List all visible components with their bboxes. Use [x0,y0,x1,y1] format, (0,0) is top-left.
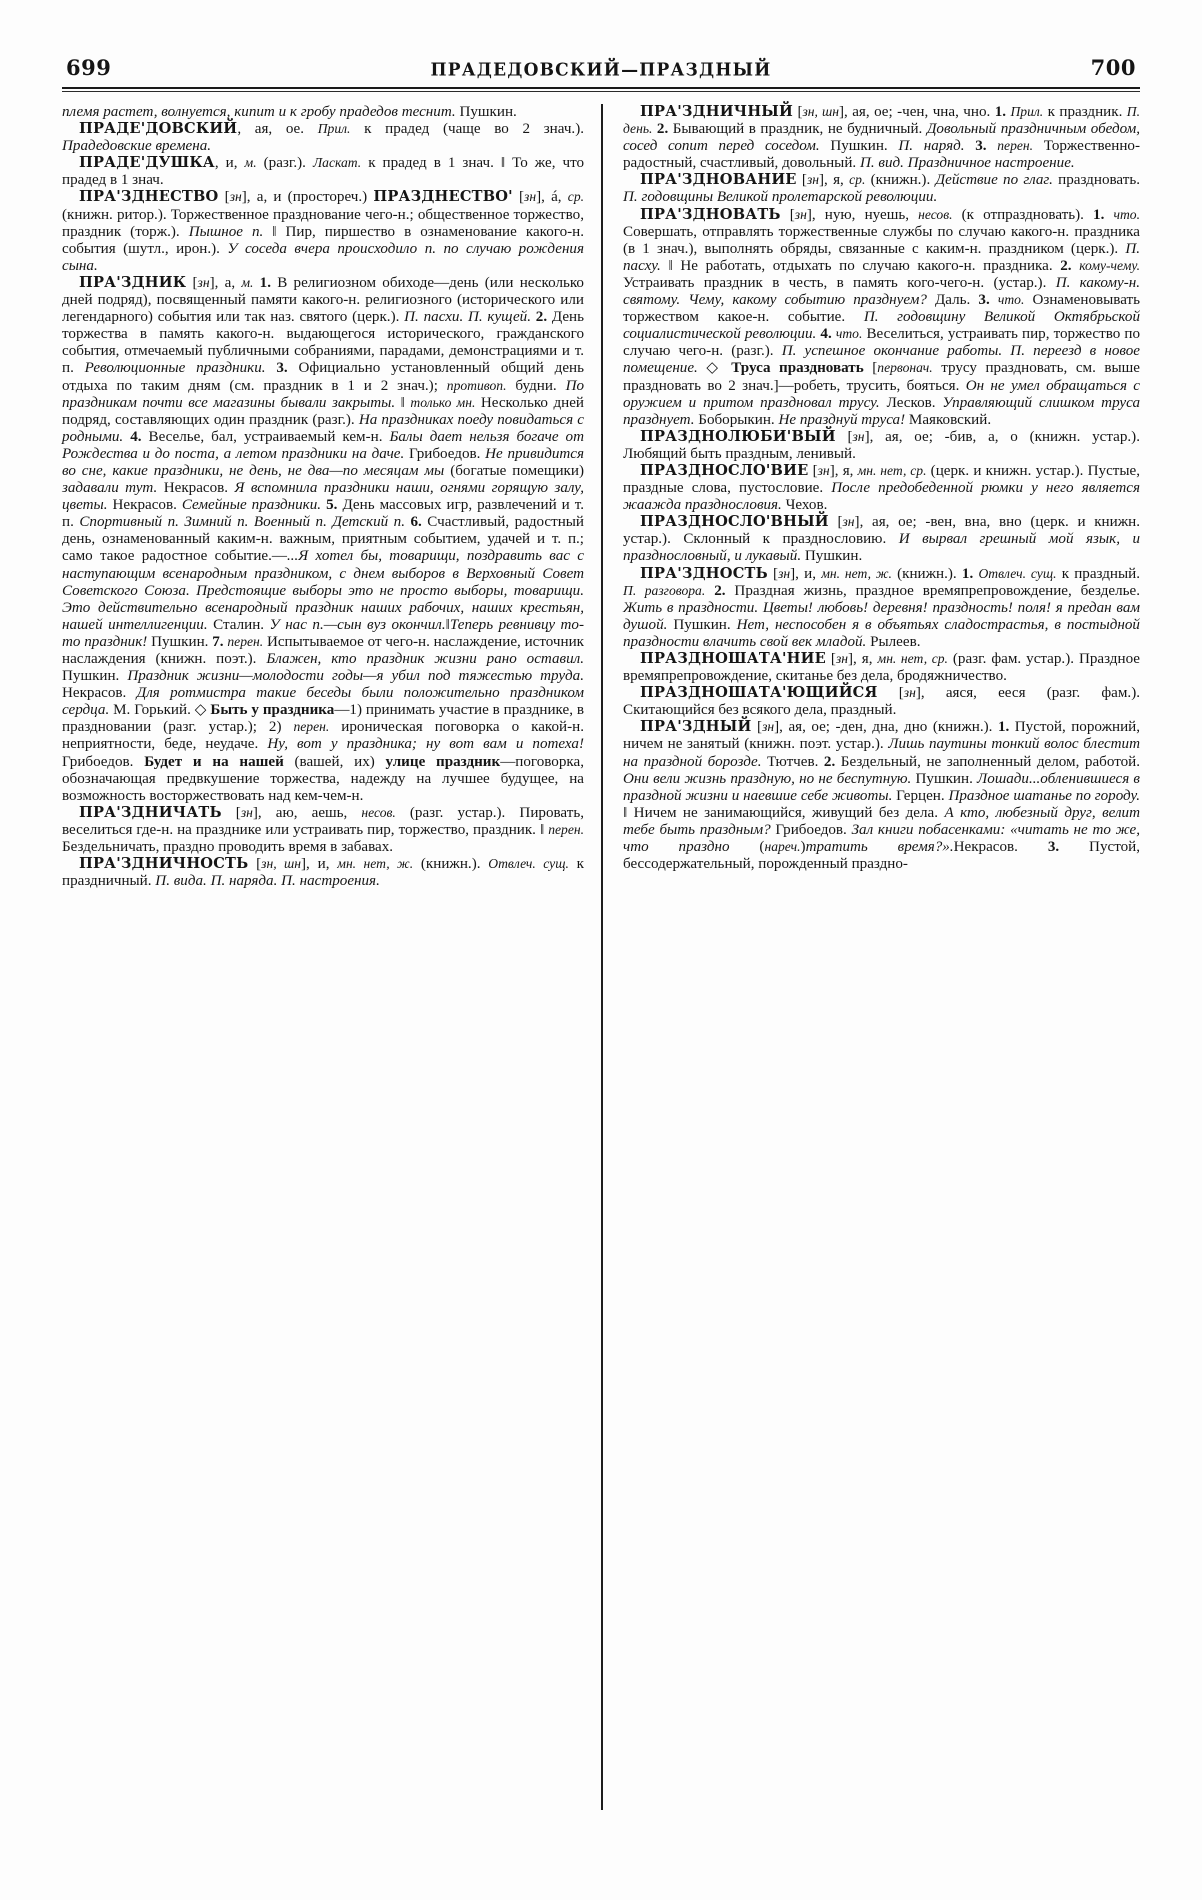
page-header [62,55,1140,80]
entry-headword: ПРАДЕ'ДУШКА [79,154,215,172]
dictionary-entry [623,685,1140,719]
entry-body: [зн], я, мн. нет, ср. (церк. и книжн. устар.). Пустые, праздные слова, пустословие. После предобеденной рюмки у него является жаажда празднословия. Чехов. [623,462,1140,514]
dictionary-entry [623,429,1140,463]
dictionary-entry [62,121,584,155]
dictionary-entry [62,155,584,189]
entry-headword: ПРА'ЗДНИЧАТЬ [79,803,222,821]
dictionary-entry [62,805,584,856]
entry-body: [зн], я, мн. нет, ср. (разг. фам. устар.). Праздное времяпрепровождение, скитанье без дела, бродяжничество. [623,651,1140,685]
entry-body: [зн], а, м. 1. В религиозном обиходе—день (или несколько дней подряд), посвященный памяти какого-н. религиозного (исторического или легендарного) события или так наз. святого (церк.). П. пасхи. П. кущей. 2. День торжества в память какого-н. выдающегося исторического, гражданского события, отмечаемый публичными собраниями, парадами, демонстрациями и т. п. Революционные праздники. 3. Официально установленный общий день отдыха по таким дням (см. праздник в 1 и 2 знач.); противоп. будни. По праздникам почти все магазины бывали закрыты. ‖ только мн. Несколько дней подряд, составляющих один праздник (разг.). На праздниках поеду повидаться с родными. 4. Веселье, бал, устраиваемый кем-н. Балы дает нельзя богаче от Рождества и до поста, а летом праздники на даче. Грибоедов. Не привидится во сне, какие праздники, не день, не два—по месяцам мы (богатые помещики) задавали тут. Некрасов. Я вспомнила праздники наши, огнями горящую залу, цветы. Некрасов. Семейные праздники. 5. День массовых игр, развлечений и т. п. Спортивный п. Зимний п. Военный п. Детский п. 6. Счастливый, радостный день, ознаменованный каким-н. важным, приятным событием, удачей и т. п.; само такое радостное событие.—...Я хотел бы, товарищи, поздравить вас с наступающим всенародным праздником, с днем выборов в Верховный Совет Советского Союза. Предстоящие выборы это не просто выборы, товарищи. Это действительно всенародный праздник наших рабочих, наших крестьян, нашей интеллигенции. Сталин. У нас п.—сын вуз окончил.‖Теперь ревнивцу то-то праздник! Пушкин. 7. перен. Испытываемое от чего-н. наслаждение, источник наслаждения (книжн. поэт.). Блажен, кто праздник жизни рано оставил. Пушкин. Праздник жизни—молодости годы—я убил под тяжестью труда. Некрасов. Для ротмистра такие беседы были положительно праздником сердца. М. Горький. ◇ Быть у праздника—1) принимать участие в празднике, в праздновании (разг. устар.); 2) перен. ироническая поговорка о какой-н. неприятности, беде, неудаче. Ну, вот у праздника; ну вот вам и потеха! Грибоедов. Будет и на нашей (вашей, их) улице праздник—поговорка, обозначающая предвкушение торжества, надежду на лучшее будущее, на возможность восторжествовать над кем-чем-н. [62,274,585,804]
dictionary-entry [62,856,584,890]
entry-body: племя растет, волнуется, кипит и к гробу прадедов теснит. Пушкин. [62,104,517,120]
entry-body: [зн, шн], ая, ое; -чен, чна, чно. 1. Прил. к праздник. П. день. 2. Бывающий в праздник, не будничный. Довольный праздничным обедом, сосед сопит перед соседом. Пушкин. П. наряд. 3. перен. Торжественно-радостный, счастливый, довольный. П. вид. Праздничное настроение. [623,104,1141,172]
entry-headword: ПРАДЕ'ДОВСКИЙ [79,120,238,138]
dictionary-entry [62,104,584,121]
dictionary-entry [623,207,1140,429]
dictionary-entry [62,189,584,274]
columns-container [62,104,1140,1810]
entry-headword: ПРАЗДНОСЛО'ВИЕ [640,461,809,479]
entry-headword: ПРАЗДНОШАТА'ЮЩИЙСЯ [640,684,878,702]
dictionary-entry [623,566,1140,651]
entry-headword: ПРАЗДНОСЛО'ВНЫЙ [640,513,829,531]
entry-body: [зн], аяся, ееся (разг. фам.). Скитающийся без всякого дела, праздный. [623,685,1140,719]
entry-body: [зн], ая, ое; -вен, вна, вно (церк. и книжн. устар.). Склонный к празднословию. И вырвал грешный мой язык, и празднословный, и лукавый. Пушкин. [623,514,1141,565]
dictionary-entry [62,275,584,805]
dictionary-entry [623,514,1140,565]
header-rule [62,87,1140,92]
entry-headword: ПРА'ЗДНЫЙ [640,718,752,736]
folio-right: 700 [1090,55,1136,80]
entry-headword: ПРАЗДНОЛЮБИ'ВЫЙ [640,427,836,445]
entry-body: [зн], ая, ое; -бив, а, о (книжн. устар.). Любящий быть праздным, ленивый. [623,428,1140,462]
entry-body: , и, м. (разг.). Ласкат. к прадед в 1 знач. ‖ То же, что прадед в 1 знач. [62,155,585,189]
entry-headword: ПРА'ЗДНИЧНОСТЬ [79,855,249,873]
dictionary-entry [623,651,1140,685]
entry-headword: ПРА'ЗДНОВАНИЕ [640,171,797,189]
entry-body: [зн], а, и (простореч.) ПРАЗДНЕСТВО' [зн], á, ср. (книжн. ритор.). Торжественное празднование чего-н.; общественное торжество, праздник (торж.). Пышное п. ‖ Пир, пиршество в ознаменование какого-н. события (шутл., ирон.). У соседа вчера происходило п. по случаю рождения сына. [62,188,585,274]
entry-body: , ая, ое. Прил. к прадед (чаще во 2 знач.). Прадедовские времена. [62,121,584,155]
entry-headword: ПРА'ЗДНОВАТЬ [640,205,781,223]
column-left [62,104,601,1810]
entry-body: [зн], и, мн. нет, ж. (книжн.). 1. Отвлеч. сущ. к праздный. П. разговора. 2. Праздная жизнь, праздное времяпрепровождение, безделье. Жить в праздности. Цветы! любовь! деревня! праздность! поля! я предан вам душой. Пушкин. Нет, неспособен я в объятьях сладострастья, в постыдной праздности влачить свой век младой. Рылеев. [623,565,1141,650]
entry-body: [зн], аю, аешь, несов. (разг. устар.). Пировать, веселиться где-н. на празднике или устраивать пир, торжество, праздник. ‖ перен. Бездельничать, праздно проводить время в забавах. [62,804,584,856]
entry-headword: ПРАЗДНОШАТА'НИЕ [640,650,826,667]
entry-headword: ПРА'ЗДНОСТЬ [640,564,768,582]
entry-headword: ПРА'ЗДНИК [79,273,187,291]
entry-body: [зн], ая, ое; -ден, дна, дно (книжн.). 1. Пустой, порожний, ничем не занятый (книжн. поэт. устар.). Лишь паутины тонкий волос блестит на праздной борозде. Тютчев. 2. Бездельный, не заполненный делом, работой. Они вели жизнь праздную, но не беспутную. Пушкин. Лошади...обленившиеся в праздной жизни и наевшие себе животы. Герцен. Праздное шатанье по городу. ‖ Ничем не занимающийся, живущий без дела. А кто, любезный друг, велит тебе быть праздным? Грибоедов. Зал книги побасенками: «читать не то же, что праздно (нареч.)тратить время?».Некрасов. 3. Пустой, бессодержательный, порожденный праздно- [623,719,1141,873]
folio-left: 699 [66,55,112,80]
entry-headword: ПРА'ЗДНЕСТВО [79,188,219,206]
dictionary-entry [623,463,1140,514]
dictionary-entry [623,104,1140,172]
entry-body: [зн, шн], и, мн. нет, ж. (книжн.). Отвлеч. сущ. к праздничный. П. вида. П. наряда. П. настроения. [62,856,584,890]
entry-body: [зн], я, ср. (книжн.). Действие по глаг. праздновать. П. годовщины Великой пролетарской революции. [623,172,1140,206]
column-right [601,104,1140,1810]
entry-body: [зн], ную, нуешь, несов. (к отпраздновать). 1. что. Совершать, отправлять торжественные службы по случаю какого-н. праздника (в 1 знач.), выполнять обряды, связанные с каким-н. праздником (церк.). П. пасху. ‖ Не работать, отдыхать по случаю какого-н. праздника. 2. кому-чему. Устраивать праздник в честь, в память кого-чего-н. (устар.). П. какому-н. святому. Чему, какому событию празднуем? Даль. 3. что. Ознаменовывать торжеством какое-н. событие. П. годовщину Великой Октябрьской социалистической революции. 4. что. Веселиться, устраивать пир, торжество по случаю чего-н. (разг.). П. успешное окончание работы. П. переезд в новое помещение. ◇ Труса праздновать [первонач. трусу праздновать, см. выше праздновать во 2 знач.]—робеть, трусить, бояться. Он не умел обращаться с оружием и притом праздновал трусу. Лесков. Управляющий слишком труса празднует. Боборыкин. Не празднуй труса! Маяковский. [623,206,1140,428]
dictionary-entry [623,719,1140,873]
dictionary-entry [623,172,1140,206]
entry-headword: ПРА'ЗДНИЧНЫЙ [640,103,794,120]
running-head: ПРАДЕДОВСКИЙ—ПРАЗДНЫЙ [430,59,772,81]
